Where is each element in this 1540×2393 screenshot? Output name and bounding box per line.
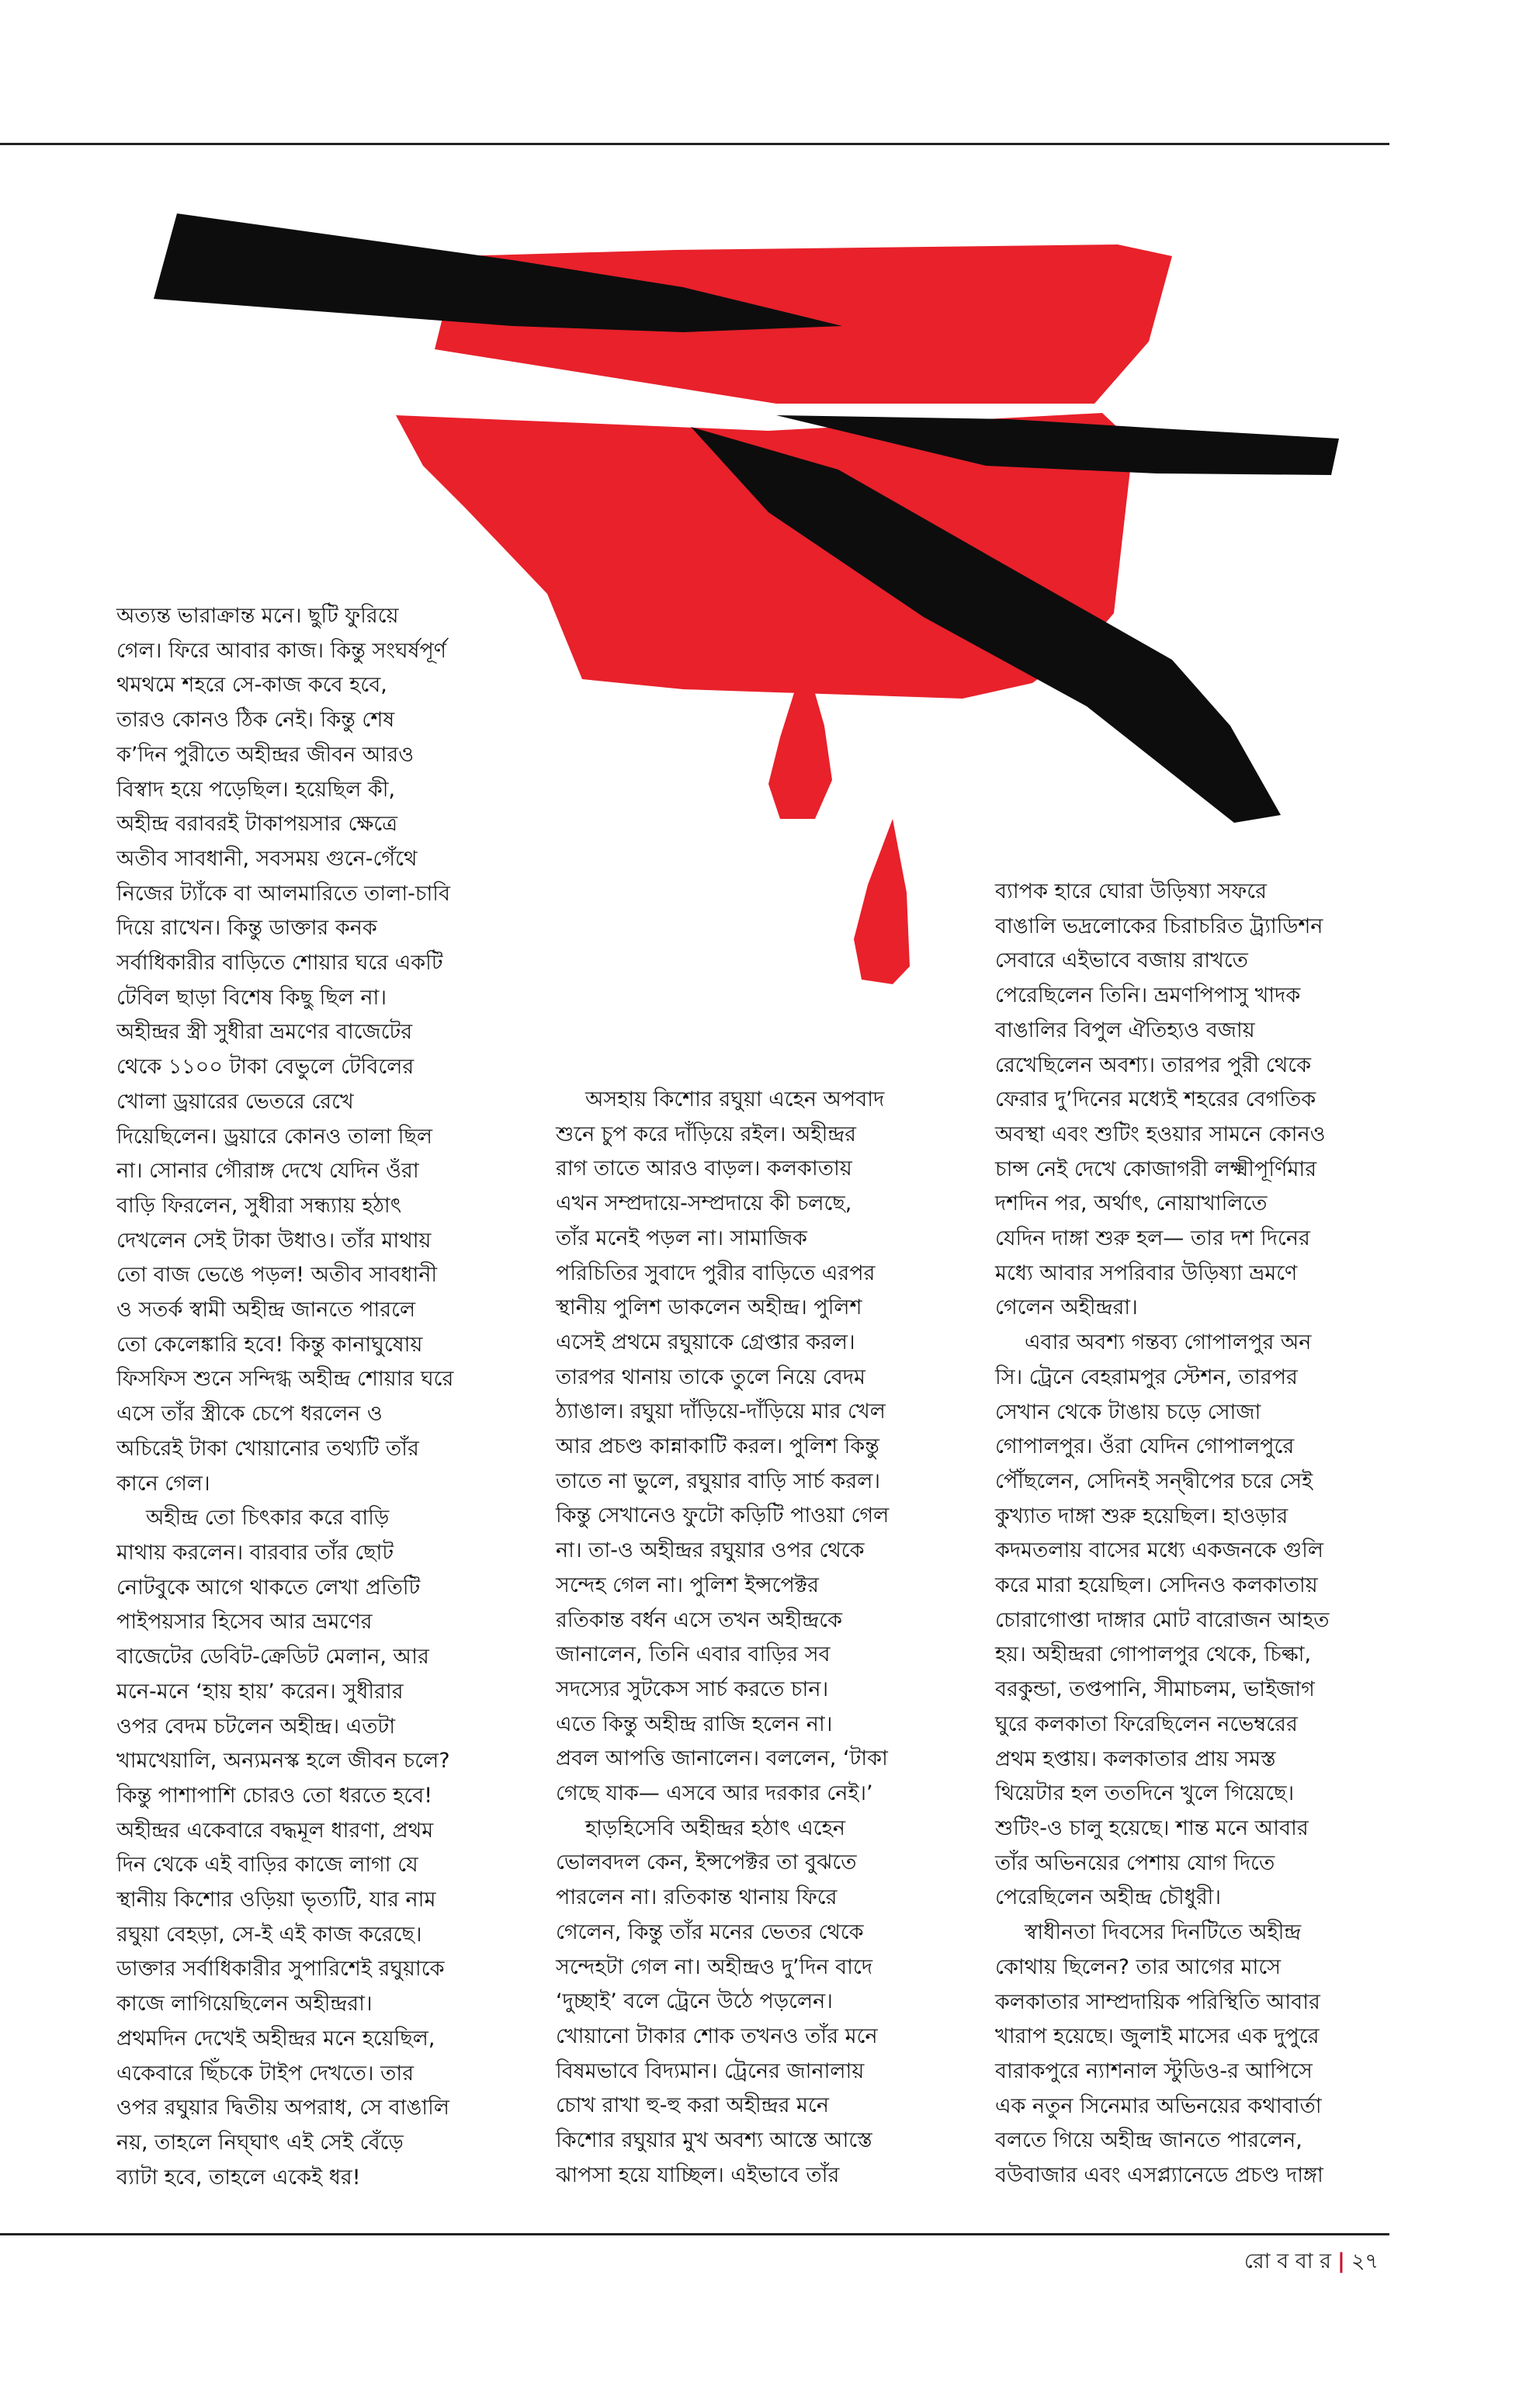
text-line: প্রথম হপ্তায়। কলকাতার প্রায় সমস্ত	[995, 1746, 1276, 1771]
text-line: বলতে গিয়ে অহীন্দ্র জানতে পারলেন,	[995, 2128, 1302, 2153]
text-line: স্বাধীনতা দিবসের দিনটিতে অহীন্দ্র	[1025, 1920, 1302, 1945]
text-line: বাঙালি ভদ্রলোকের চিরাচরিত ট্র্যাডিশন	[995, 914, 1323, 938]
text-line: পৌঁছলেন, সেদিনই সন্দ্বীপের চরে সেই	[995, 1469, 1313, 1493]
text-line: কিন্তু পাশাপাশি চোরও তো ধরতে হবে!	[116, 1783, 433, 1808]
text-line: বাজেটের ডেবিট-ক্রেডিট মেলান, আর	[116, 1645, 429, 1670]
red-drop-small	[854, 819, 910, 984]
text-line: অত্যন্ত ভারাক্রান্ত মনে। ছুটি ফুরিয়ে	[116, 604, 399, 628]
text-line: এবার অবশ্য গন্তব্য গোপালপুর অন	[1025, 1330, 1312, 1355]
page-number: ২৭	[1351, 2249, 1379, 2273]
text-line: এসেই প্রথমে রঘুয়াকে গ্রেপ্তার করল।	[556, 1330, 855, 1354]
text-line: তারও কোনও ঠিক নেই। কিন্তু শেষ	[116, 708, 395, 733]
text-line: ফেরার দু’দিনের মধ্যেই শহরের বেগতিক	[995, 1087, 1316, 1112]
text-line: মনে-মনে ‘হায় হায়’ করেন। সুধীরার	[116, 1679, 404, 1704]
text-line: স্থানীয় কিশোর ওড়িয়া ভৃত্যটি, যার নাম	[116, 1888, 436, 1913]
text-line: থমথমে শহরে সে-কাজ কবে হবে,	[116, 673, 387, 698]
text-line: ভোলবদল কেন, ইন্সপেক্টর তা বুঝতে	[556, 1850, 857, 1875]
text-line: দশদিন পর, অর্থাৎ, নোয়াখালিতে	[995, 1191, 1268, 1216]
text-line: রেখেছিলেন অবশ্য। তারপর পুরী থেকে	[995, 1053, 1311, 1077]
text-line: না। তা-ও অহীন্দ্রর রঘুয়ার ওপর থেকে	[556, 1538, 865, 1563]
text-line: কানে গেল।	[116, 1471, 210, 1496]
footer-separator: |	[1337, 2249, 1345, 2273]
text-line: গোপালপুর। ওঁরা যেদিন গোপালপুরে	[995, 1434, 1295, 1459]
bottom-rule	[0, 2233, 1389, 2235]
text-line: সেবারে এইভাবে বজায় রাখতে	[995, 949, 1248, 973]
text-line: শুনে চুপ করে দাঁড়িয়ে রইল। অহীন্দ্রর	[556, 1122, 857, 1146]
text-line: তাতে না ভুলে, রঘুয়ার বাড়ি সার্চ করল।	[556, 1469, 881, 1493]
text-line: গেছে যাক— এসবে আর দরকার নেই।’	[556, 1781, 873, 1806]
paragraph	[995, 1326, 1418, 1916]
text-line: বরকুন্ডা, তপ্তপানি, সীমাচলম, ভাইজাগ	[995, 1677, 1315, 1702]
paragraph	[556, 1083, 979, 1812]
text-line: বাড়ি ফিরলেন, সুধীরা সন্ধ্যায় হঠাৎ	[116, 1193, 402, 1218]
page-footer	[1244, 2246, 1379, 2280]
text-line: মধ্যে আবার সপরিবার উড়িষ্যা ভ্রমণে	[995, 1261, 1298, 1285]
text-line: পরিচিতির সুবাদে পুরীর বাড়িতে এরপর	[556, 1261, 876, 1285]
text-line: খারাপ হয়েছে। জুলাই মাসের এক দুপুরে	[995, 2024, 1320, 2049]
text-line: অহীন্দ্রর একেবারে বদ্ধমূল ধারণা, প্রথম	[116, 1818, 434, 1843]
text-line: যেদিন দাঙ্গা শুরু হল— তার দশ দিনের	[995, 1226, 1310, 1251]
text-line: ব্যাপক হারে ঘোরা উড়িষ্যা সফরে	[995, 879, 1267, 903]
text-line: দিয়ে রাখেন। কিন্তু ডাক্তার কনক	[116, 916, 377, 941]
text-line: প্রবল আপত্তি জানালেন। বললেন, ‘টাকা	[556, 1746, 888, 1771]
text-line: বারাকপুরে ন্যাশনাল স্টুডিও-র আপিসে	[995, 2058, 1313, 2083]
paragraph	[995, 1916, 1418, 2194]
text-line: সেখান থেকে টাঙায় চড়ে সোজা	[995, 1399, 1261, 1424]
text-line: ব্যাটা হবে, তাহলে একেই ধর!	[116, 2165, 361, 2190]
text-line: সন্দেহ গেল না। পুলিশ ইন্সপেক্টর	[556, 1573, 819, 1597]
text-line: নিজের ট্যাঁকে বা আলমারিতে তালা-চাবি	[116, 881, 451, 906]
text-line: বাঙালির বিপুল ঐতিহ্যও বজায়	[995, 1018, 1255, 1042]
text-line: একেবারে ছিঁচকে টাইপ দেখতে। তার	[116, 2061, 414, 2086]
text-line: বিস্বাদ হয়ে পড়েছিল। হয়েছিল কী,	[116, 777, 396, 802]
text-line: অবস্থা এবং শুটিং হওয়ার সামনে কোনও	[995, 1122, 1326, 1146]
text-line: দিয়েছিলেন। ড্রয়ারে কোনও তালা ছিল	[116, 1124, 432, 1149]
text-line: জানালেন, তিনি এবার বাড়ির সব	[556, 1642, 831, 1667]
magazine-name: রো ব বা র	[1243, 2249, 1331, 2273]
text-line: ডাক্তার সর্বাধিকারীর সুপারিশেই রঘুয়াকে	[116, 1957, 445, 1982]
text-line: এসে তাঁর স্ত্রীকে চেপে ধরলেন ও	[116, 1402, 383, 1427]
text-line: না। সোনার গৌরাঙ্গ দেখে যেদিন ওঁরা	[116, 1159, 419, 1184]
text-line: তো বাজ ভেঙে পড়ল! অতীব সাবধানী	[116, 1263, 438, 1288]
text-line: এতে কিন্তু অহীন্দ্র রাজি হলেন না।	[556, 1712, 833, 1736]
text-line: টেবিল ছাড়া বিশেষ কিছু ছিল না।	[116, 985, 387, 1010]
text-line: চান্স নেই দেখে কোজাগরী লক্ষ্মীপূর্ণিমার	[995, 1157, 1317, 1181]
article-column-1	[116, 599, 539, 2195]
text-line: কিন্তু সেখানেও ফুটো কড়িটি পাওয়া গেল	[556, 1503, 890, 1528]
text-line: ওপর বেদম চটলেন অহীন্দ্র। এতটা	[116, 1714, 396, 1739]
text-line: বিষমভাবে বিদ্যমান। ট্রেনের জানালায়	[556, 2058, 865, 2083]
text-line: গেলেন অহীন্দ্ররা।	[995, 1295, 1138, 1320]
text-line: ঝাপসা হয়ে যাচ্ছিল। এইভাবে তাঁর	[556, 2162, 840, 2187]
text-line: কুখ্যাত দাঙ্গা শুরু হয়েছিল। হাওড়ার	[995, 1503, 1289, 1528]
text-line: নোটবুকে আগে থাকতে লেখা প্রতিটি	[116, 1575, 421, 1600]
text-line: কাজে লাগিয়েছিলেন অহীন্দ্ররা।	[116, 1992, 373, 2017]
text-line: ফিসফিস শুনে সন্দিগ্ধ অহীন্দ্র শোয়ার ঘরে	[116, 1367, 454, 1392]
text-line: সদস্যের সুটকেস সার্চ করতে চান।	[556, 1677, 829, 1701]
text-line: বউবাজার এবং এসপ্ল্যানেডে প্রচণ্ড দাঙ্গা	[995, 2163, 1323, 2188]
text-line: সর্বাধিকারীর বাড়িতে শোয়ার ঘরে একটি	[116, 951, 443, 976]
text-line: পেরেছিলেন অহীন্দ্র চৌধুরী।	[995, 1885, 1222, 1910]
text-line: চোখ রাখা হু-হু করা অহীন্দ্রর মনে	[556, 2093, 829, 2118]
paragraph	[116, 599, 539, 1501]
text-line: কিশোর রঘুয়ার মুখ অবশ্য আস্তে আস্তে	[556, 2128, 872, 2153]
text-line: শুটিং-ও চালু হয়েছে। শান্ত মনে আবার	[995, 1816, 1309, 1840]
text-line: নয়, তাহলে নিঘ্ঘাৎ এই সেই বেঁড়ে	[116, 2130, 404, 2155]
text-line: ঘুরে কলকাতা ফিরেছিলেন নভেম্বরের	[995, 1712, 1298, 1736]
article-column-3	[995, 875, 1418, 2194]
text-line: এক নতুন সিনেমার অভিনয়ের কথাবার্তা	[995, 2093, 1322, 2118]
text-line: হাড়হিসেবি অহীন্দ্রর হঠাৎ এহেন	[585, 1816, 845, 1840]
text-line: রতিকান্ত বর্ধন এসে তখন অহীন্দ্রকে	[556, 1607, 842, 1632]
text-line: করে মারা হয়েছিল। সেদিনও কলকাতায়	[995, 1573, 1318, 1598]
paragraph	[556, 1812, 979, 2194]
text-line: প্রথমদিন দেখেই অহীন্দ্রর মনে হয়েছিল,	[116, 2026, 435, 2051]
text-line: আর প্রচণ্ড কান্নাকাটি করল। পুলিশ কিন্তু	[556, 1434, 879, 1459]
text-line: ও সতর্ক স্বামী অহীন্দ্র জানতে পারলে	[116, 1298, 416, 1323]
text-line: তো কেলেঙ্কারি হবে! কিন্তু কানাঘুষোয়	[116, 1332, 423, 1357]
text-line: তাঁর মনেই পড়ল না। সামাজিক	[556, 1226, 807, 1250]
text-line: কদমতলায় বাসের মধ্যে একজনকে গুলি	[995, 1538, 1323, 1563]
text-line: ‘দুচ্ছাই’ বলে ট্রেনে উঠে পড়লেন।	[556, 1989, 833, 2014]
text-line: খোলা ড্রয়ারের ভেতরে রেখে	[116, 1089, 354, 1114]
text-line: অচিরেই টাকা খোয়ানোর তথ্যটি তাঁর	[116, 1436, 419, 1461]
text-line: দেখলেন সেই টাকা উধাও। তাঁর মাথায়	[116, 1228, 432, 1253]
text-line: সি। ট্রেনে বেহরামপুর স্টেশন, তারপর	[995, 1365, 1298, 1389]
paragraph	[995, 875, 1418, 1326]
text-line: গেল। ফিরে আবার কাজ। কিন্তু সংঘর্ষপূর্ণ	[116, 638, 447, 663]
text-line: স্থানীয় পুলিশ ডাকলেন অহীন্দ্র। পুলিশ	[556, 1295, 862, 1320]
text-line: গেলেন, কিন্তু তাঁর মনের ভেতর থেকে	[556, 1920, 864, 1944]
text-line: ওপর রঘুয়ার দ্বিতীয় অপরাধ, সে বাঙালি	[116, 2096, 449, 2121]
text-line: কলকাতার সাম্প্রদায়িক পরিস্থিতি আবার	[995, 1989, 1320, 2014]
text-line: খামখেয়ালি, অন্যমনস্ক হলে জীবন চলে?	[116, 1749, 450, 1774]
text-line: পাইপয়সার হিসেব আর ভ্রমণের	[116, 1610, 373, 1635]
text-line: ঠ্যাঙাল। রঘুয়া দাঁড়িয়ে-দাঁড়িয়ে মার খেল	[556, 1399, 886, 1424]
article-column-2	[556, 1083, 979, 2194]
text-line: দিন থেকে এই বাড়ির কাজে লাগা যে	[116, 1853, 418, 1878]
text-line: সন্দেহটা গেল না। অহীন্দ্রও দু’দিন বাদে	[556, 1954, 873, 1979]
text-line: রঘুয়া বেহড়া, সে-ই এই কাজ করেছে।	[116, 1922, 422, 1947]
text-line: চোরাগোপ্তা দাঙ্গার মোট বারোজন আহত	[995, 1607, 1330, 1632]
text-line: তাঁর অভিনয়ের পেশায় যোগ দিতে	[995, 1850, 1275, 1875]
text-line: তারপর থানায় তাকে তুলে নিয়ে বেদম	[556, 1365, 866, 1389]
text-line: ক’দিন পুরীতে অহীন্দ্রর জীবন আরও	[116, 742, 414, 767]
paragraph	[116, 1501, 539, 2195]
text-line: কোথায় ছিলেন? তার আগের মাসে	[995, 1954, 1282, 1979]
text-line: অসহায় কিশোর রঘুয়া এহেন অপবাদ	[585, 1087, 885, 1112]
text-line: থিয়েটার হল ততদিনে খুলে গিয়েছে।	[995, 1781, 1295, 1806]
text-line: অতীব সাবধানী, সবসময় গুনে-গেঁথে	[116, 846, 418, 871]
text-line: রাগ তাতে আরও বাড়ল। কলকাতায়	[556, 1157, 852, 1181]
text-line: পারলেন না। রতিকান্ত থানায় ফিরে	[556, 1885, 838, 1910]
text-line: অহীন্দ্র তো চিৎকার করে বাড়ি	[146, 1506, 390, 1531]
text-line: খোয়ানো টাকার শোক তখনও তাঁর মনে	[556, 2024, 878, 2048]
text-line: হয়। অহীন্দ্ররা গোপালপুর থেকে, চিল্কা,	[995, 1642, 1312, 1667]
text-line: মাথায় করলেন। বারবার তাঁর ছোট	[116, 1540, 394, 1565]
text-line: অহীন্দ্রর স্ত্রী সুধীরা ভ্রমণের বাজেটের	[116, 1020, 413, 1045]
text-line: অহীন্দ্র বরাবরই টাকাপয়সার ক্ষেত্রে	[116, 812, 398, 837]
text-line: এখন সম্প্রদায়ে-সম্প্রদায়ে কী চলছে,	[556, 1191, 852, 1216]
text-line: থেকে ১১০০ টাকা বেভুলে টেবিলের	[116, 1055, 414, 1080]
text-line: পেরেছিলেন তিনি। ভ্রমণপিপাসু খাদক	[995, 983, 1301, 1008]
